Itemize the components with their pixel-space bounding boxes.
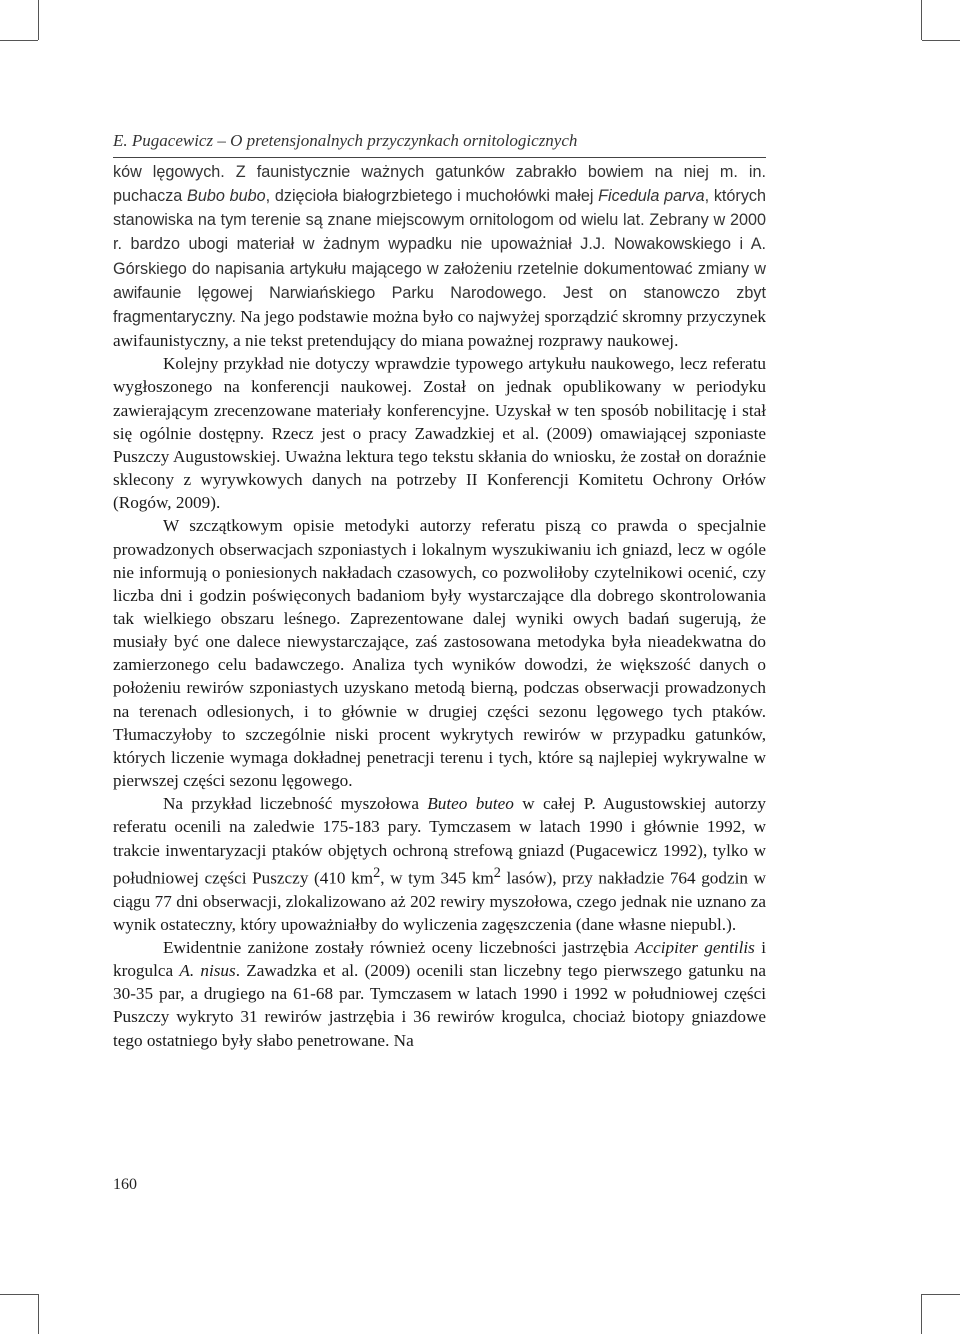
paragraph-1-part-b: , dzięcioła białogrzbietego i muchołówki małej	[265, 187, 599, 206]
species-bubo-bubo: Bubo bubo	[187, 187, 266, 206]
paragraph-1-part-c: , których stanowiska na tym terenie są znane miejscowym ornitologom od wielu lat. Zebrany w 2000 r. bardzo ubogi materiał w żadnym wypadku nie upoważniał J.J. Nowakowskiego i A. Górskiego do napisania artykułu mającego w założeniu rzetelnie dokumentować zmiany w awifaunie lęgowej Narwiańskiego Parku Narodowego. Jest on stanowczo zbyt fragmentaryczny.	[113, 187, 767, 326]
paragraph-4-part-d: lasów), przy nakładzie 764 godzin w ciągu 77 dni obserwacji, zlokalizowano aż 202 rewiry myszołowa, czego jednak nie uznano za wynik ostateczny, który upoważniałby do wyliczenia zagęszczenia (dane własne niepubl.).	[113, 868, 766, 934]
crop-mark-top-right	[922, 40, 960, 41]
paragraph-1-part-d: Na jego podstawie można było co najwyżej sporządzić skromny przyczynek awifaunistyczny, a nie tekst pretendujący do miana poważnej rozprawy naukowej.	[113, 306, 766, 351]
crop-mark-top-right	[921, 0, 922, 40]
paragraph-2: Kolejny przykład nie dotyczy wprawdzie typowego artykułu naukowego, lecz referatu wygłoszonego na konferencji naukowej. Został on jednak opublikowany w periodyku zawierającym zrecenzowane materiały konferencyjne. Uzyskał w ten sposób nobilitację i stał się ogólnie dostępny. Rzecz jest o pracy Zawadzkiej et al. (2009) omawiającej szponiaste Puszczy Augustowskiej. Uważna lektura tego tekstu skłania do wniosku, że został on doraźnie sklecony z wyrywkowych danych na potrzeby II Konferencji Komitetu Ochrony Orłów (Rogów, 2009).	[113, 354, 766, 513]
body-text	[113, 160, 766, 1052]
paragraph-5-part-a: Ewidentnie zaniżone zostały również oceny liczebności jastrzębia	[163, 937, 635, 957]
crop-mark-bottom-left	[0, 1294, 38, 1295]
page-number: 160	[113, 1176, 137, 1193]
crop-mark-bottom-right	[921, 1294, 922, 1334]
header-rule	[113, 157, 766, 158]
paragraph-1	[113, 160, 766, 352]
paragraph-3: W szczątkowym opisie metodyki autorzy referatu piszą co prawda o specjalnie prowadzonych obserwacjach szponiastych i lokalnym wyszukiwaniu ich gniazd, lecz w ogóle nie informują o poniesionych nakładach czasowych, co pozwoliłoby czytelnikowi ocenić, czy liczba dni i godzin poświęconych badaniom były wystarczające dla dobrego skontrolowania tak wielkiego obszaru leśnego. Zaprezentowane dalej wyniki owych badań sugerują, że musiały być one dalece niewystarczające, zaś zastosowana metodyka była nieadekwatna do zamierzonego celu badawczego. Analiza tych wyników dowodzi, że większość danych o położeniu rewirów szponiastych uzyskano metodą bierną, podczas obserwacji prowadzonych na terenach odlesionych, i to głównie w drugiej części sezonu lęgowego tych ptaków. Tłumaczyłoby to szczególnie niski procent wykrytych rewirów w przypadku gatunków, których liczenie wymaga dokładnej penetracji terenu i tych, które są najlepiej wykrywalne w pierwszej części sezonu lęgowego.	[113, 516, 766, 791]
species-accipiter-gentilis: Accipiter gentilis	[634, 937, 755, 957]
paragraph-4-part-a: Na przykład liczebność myszołowa	[163, 794, 428, 814]
running-head: E. Pugacewicz – O pretensjonalnych przyczynkach ornitologicznych	[113, 131, 578, 150]
species-buteo-buteo: Buteo buteo	[427, 794, 514, 814]
superscript-2: 2	[373, 864, 381, 881]
crop-mark-bottom-left	[38, 1294, 39, 1334]
paragraph-5-part-b: i krogulca	[113, 937, 766, 981]
paragraph-1-part-a: ków lęgowych. Z faunistycznie ważnych gatunków zabrakło bowiem na niej m. in. puchacza	[113, 163, 766, 206]
species-accipiter-nisus: A. nisus	[179, 961, 236, 981]
superscript-2: 2	[493, 864, 501, 881]
paragraph-4-part-b: w całej P. Augustowskiej autorzy referatu ocenili na zaledwie 175-183 pary. Tymczasem w latach 1990 i głównie 1992, w trakcie inwentaryzacji ptaków objętych ochroną strefową gniazd (Pugacewicz 1992), tylko w południowej części Puszczy (410 km	[113, 794, 767, 888]
paragraph-5	[113, 936, 766, 1052]
paragraph-4-part-c: , w tym 345 km	[380, 868, 494, 888]
crop-mark-top-left	[0, 40, 38, 41]
crop-mark-bottom-right	[922, 1294, 960, 1295]
crop-mark-top-left	[38, 0, 39, 40]
paragraph-5-part-c: . Zawadzka et al. (2009) ocenili stan liczebny tego pierwszego gatunku na 30-35 par, a drugiego na 61-68 par. Tymczasem w latach 1990 i 1992 w południowej części Puszczy wykryto 31 rewirów jastrzębia i 36 rewirów krogulca, chociaż biotopy gniazdowe tego ostatniego były słabo penetrowane. Na	[113, 961, 766, 1050]
species-ficedula-parva: Ficedula parva	[598, 187, 705, 206]
paragraph-4	[113, 792, 766, 936]
